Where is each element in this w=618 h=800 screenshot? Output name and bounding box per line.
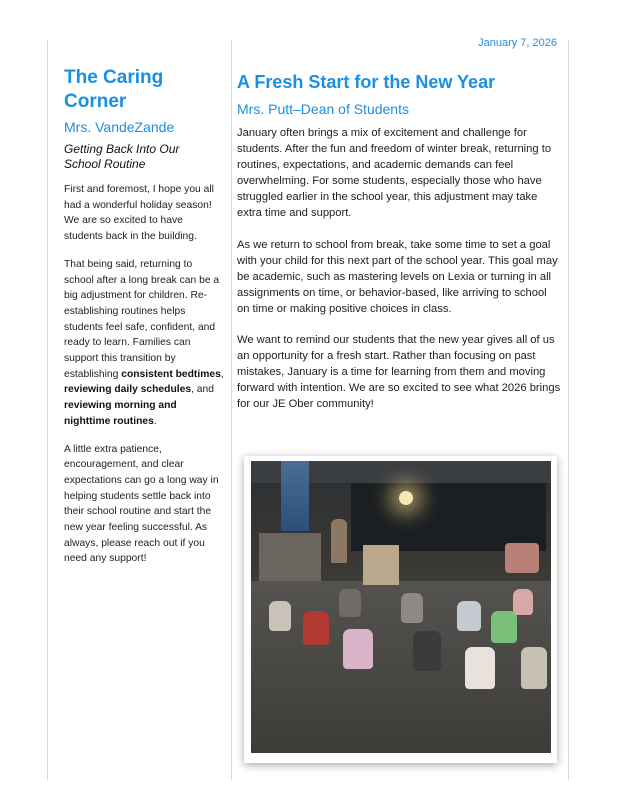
photo-student [521,647,547,689]
photo-student [413,631,441,671]
photo-bulletin-board [351,483,546,551]
bold-routines: reviewing morning and nighttime routines [64,400,177,427]
photo-student [401,593,423,623]
classroom-photo-frame [244,456,557,763]
fresh-start-paragraph-3: We want to remind our students that the new year gives all of us an opportunity for a fresh start. Rather than focusing on past mistakes, January is a time for learning from them and moving forward with intention. We are so excited to see what 2026 brings for our JE Ober community! [237,334,561,411]
photo-student [339,589,361,617]
classroom-photo [251,461,551,753]
photo-student [513,589,533,615]
caring-paragraph-1: First and foremost, I hope you all had a wonderful holiday season! We are so excited to have students back in the building. [64,184,214,243]
fresh-start-title: A Fresh Start for the New Year [237,72,496,92]
photo-window [281,461,309,531]
fresh-start-column [237,71,562,428]
bold-bedtimes: consistent bedtimes [121,368,221,380]
caring-corner-title [64,66,224,114]
fresh-start-paragraph-2: As we return to school from break, take some time to set a goal with your child for this next part of the school year. This goal may be academic, such as mastering levels on Lexia or turning in all assignments on time, or behavior-based, like arriving to school on time or making positive choices in class. [237,238,558,315]
caring-corner-author: Mrs. VandeZande [64,119,175,135]
photo-teacher [331,519,347,563]
caring-corner-column [64,66,224,579]
title-line-1: The Caring [64,67,164,88]
photo-student [343,629,373,669]
column-divider [231,40,232,780]
title-line-2: Corner [64,91,127,112]
caring-paragraph-3: A little extra patience, encouragement, and clear expectations can go a long way in helping students settle back into their school routine and start the new year feeling successful. As always, please reach out if you need any support! [64,443,219,565]
fresh-start-author: Mrs. Putt–Dean of Students [237,101,409,117]
photo-easel [363,545,399,585]
caring-corner-subhead: Getting Back Into Our School Routine [64,142,180,171]
photo-lamp [399,491,413,505]
fresh-start-paragraph-1: January often brings a mix of excitement and challenge for students. After the fun and freedom of winter break, returning to routines, expectations, and academic demands can feel overwhelming. For some students, especially those who have struggled earlier in the school year, this adjustment may take extra time and support. [237,127,552,220]
photo-student [465,647,495,689]
newsletter-date: January 7, 2026 [478,37,557,49]
photo-chair [505,543,539,573]
photo-student [303,611,329,645]
photo-student [491,611,517,643]
photo-student [457,601,481,631]
left-margin-rule [47,40,48,780]
bold-schedules: reviewing daily schedules [64,384,192,396]
photo-shelf [259,533,321,583]
caring-paragraph-2: That being said, returning to school after a long break can be a big adjustment for children. Re-establishing routines helps students feel safe, confident, and ready to learn. Families can support this transition by establishing consistent bedtimes, reviewing daily schedules, and reviewing morning and nighttime routines. [64,258,224,427]
photo-student [269,601,291,631]
right-margin-rule [568,40,569,780]
